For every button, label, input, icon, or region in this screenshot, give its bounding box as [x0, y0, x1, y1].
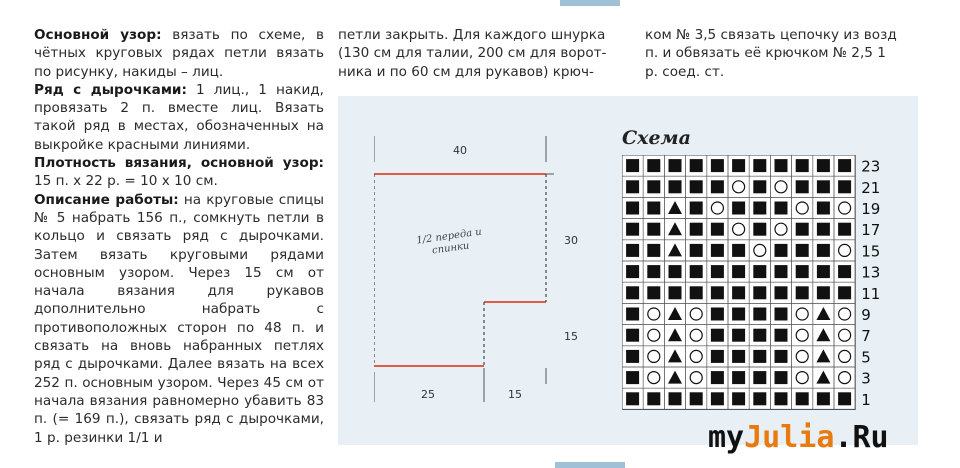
text-column-2 — [338, 26, 626, 81]
knit-stitch-symbol — [647, 180, 660, 193]
knit-stitch-symbol — [753, 350, 766, 363]
knit-stitch-symbol — [626, 180, 639, 193]
knit-stitch-symbol — [690, 244, 703, 257]
knit-stitch-symbol — [732, 308, 745, 321]
bottom-decor-strip — [555, 462, 625, 468]
yarn-over-symbol — [796, 202, 808, 214]
yarn-over-symbol — [839, 350, 851, 362]
knit-stitch-symbol — [669, 159, 682, 172]
knit-stitch-symbol — [711, 159, 724, 172]
top-decor-strip — [560, 0, 620, 6]
knit-stitch-symbol — [732, 350, 745, 363]
knit-stitch-symbol — [817, 223, 830, 236]
chart-row-number: 7 — [861, 327, 871, 346]
knit-stitch-symbol — [711, 286, 724, 299]
knit-stitch-symbol — [626, 286, 639, 299]
knit-stitch-symbol — [817, 265, 830, 278]
knit-stitch-symbol — [647, 202, 660, 215]
text-column-3 — [645, 26, 945, 81]
knit-stitch-symbol — [626, 223, 639, 236]
text-column-1 — [34, 26, 324, 447]
knit-stitch-symbol — [796, 223, 809, 236]
knit-stitch-symbol — [796, 244, 809, 257]
knit-stitch-symbol — [732, 244, 745, 257]
knit-stitch-symbol — [711, 223, 724, 236]
knit-stitch-symbol — [817, 159, 830, 172]
knit-stitch-symbol — [753, 202, 766, 215]
chart-row-number: 13 — [861, 263, 881, 282]
knit-stitch-symbol — [732, 329, 745, 342]
knit-stitch-symbol — [732, 265, 745, 278]
logo-text-ru: .Ru — [834, 420, 889, 455]
yarn-over-symbol — [648, 372, 660, 384]
knit-stitch-symbol — [775, 308, 788, 321]
chart-row-number: 3 — [861, 369, 871, 388]
dim-label-right-lower: 15 — [564, 330, 578, 343]
knit-stitch-symbol — [626, 371, 639, 384]
text-gauge: 15 п. х 22 р. = 10 х 10 см. — [34, 173, 218, 190]
paragraph-eyelet-row — [34, 81, 324, 154]
knit-stitch-symbol — [775, 286, 788, 299]
knit-stitch-symbol — [647, 392, 660, 405]
knitting-chart — [622, 155, 912, 410]
chart-row-number: 11 — [861, 284, 881, 303]
knit-stitch-symbol — [796, 159, 809, 172]
knit-stitch-symbol — [711, 329, 724, 342]
chart-row-number: 5 — [861, 348, 871, 367]
knit-stitch-symbol — [690, 286, 703, 299]
knit-stitch-symbol — [669, 392, 682, 405]
knit-stitch-symbol — [817, 244, 830, 257]
knit-stitch-symbol — [753, 371, 766, 384]
knit-stitch-symbol — [817, 202, 830, 215]
knit-stitch-symbol — [711, 265, 724, 278]
knit-stitch-symbol — [690, 159, 703, 172]
knit-stitch-symbol — [690, 202, 703, 215]
pattern-piece-label: 1/2 переда и спинки — [415, 226, 483, 257]
yarn-over-symbol — [733, 223, 745, 235]
knit-stitch-symbol — [838, 286, 851, 299]
yarn-over-symbol — [796, 308, 808, 320]
knit-stitch-symbol — [817, 392, 830, 405]
logo-text-julia: Julia — [744, 420, 835, 455]
knit-stitch-symbol — [775, 202, 788, 215]
knit-stitch-symbol — [690, 180, 703, 193]
knit-stitch-symbol — [711, 392, 724, 405]
text-line: р. соед. ст. — [645, 63, 725, 80]
knit-stitch-symbol — [753, 180, 766, 193]
heading-main-pattern: Основной узор: — [34, 27, 162, 43]
chart-row-number: 17 — [861, 221, 881, 240]
knit-stitch-symbol — [626, 244, 639, 257]
knit-stitch-symbol — [669, 265, 682, 278]
knit-stitch-symbol — [838, 392, 851, 405]
knit-stitch-symbol — [626, 159, 639, 172]
knit-stitch-symbol — [647, 244, 660, 257]
knit-stitch-symbol — [711, 371, 724, 384]
yarn-over-symbol — [839, 329, 851, 341]
dim-label-right-upper: 30 — [564, 234, 578, 247]
yarn-over-symbol — [754, 244, 766, 256]
yarn-over-symbol — [733, 181, 745, 193]
yarn-over-symbol — [839, 308, 851, 320]
dim-label-top: 40 — [453, 144, 467, 157]
knit-stitch-symbol — [775, 371, 788, 384]
knit-stitch-symbol — [838, 159, 851, 172]
knit-stitch-symbol — [775, 329, 788, 342]
text-line: ника и по 60 см для рукавов) крюч- — [338, 63, 594, 80]
knit-stitch-symbol — [690, 223, 703, 236]
knit-stitch-symbol — [796, 392, 809, 405]
chart-row-number: 15 — [861, 242, 881, 261]
text-line: петли закрыть. Для каждого шнурка — [338, 27, 606, 43]
logo-text-my: my — [708, 420, 745, 455]
sewing-pattern-diagram — [374, 130, 554, 440]
knit-stitch-symbol — [690, 265, 703, 278]
knit-stitch-symbol — [838, 223, 851, 236]
heading-work-description: Описание работы: — [34, 191, 179, 208]
yarn-over-symbol — [839, 244, 851, 256]
yarn-over-symbol — [690, 308, 702, 320]
yarn-over-symbol — [711, 202, 723, 214]
knit-stitch-symbol — [711, 180, 724, 193]
knit-stitch-symbol — [796, 180, 809, 193]
yarn-over-symbol — [690, 329, 702, 341]
knit-stitch-symbol — [647, 286, 660, 299]
text-main-pattern: вязать по схеме, в чётных круговых рядах петли вязать по рисунку, накиды – лиц. — [34, 27, 324, 80]
knit-stitch-symbol — [711, 244, 724, 257]
yarn-over-symbol — [648, 308, 660, 320]
knit-stitch-symbol — [753, 286, 766, 299]
knit-stitch-symbol — [626, 308, 639, 321]
chart-row-number: 9 — [861, 306, 871, 324]
knit-stitch-symbol — [626, 265, 639, 278]
knit-stitch-symbol — [669, 286, 682, 299]
text-line: ком № 3,5 связать цепочку из возд — [645, 27, 897, 43]
knit-stitch-symbol — [753, 265, 766, 278]
knit-stitch-symbol — [647, 159, 660, 172]
yarn-over-symbol — [796, 350, 808, 362]
knit-stitch-symbol — [626, 202, 639, 215]
knit-stitch-symbol — [669, 180, 682, 193]
knit-stitch-symbol — [817, 180, 830, 193]
dim-label-bottom-left: 25 — [421, 388, 435, 401]
knit-stitch-symbol — [711, 308, 724, 321]
dim-label-bottom-right: 15 — [508, 388, 522, 401]
paragraph-main-pattern — [34, 26, 324, 81]
knit-stitch-symbol — [626, 392, 639, 405]
knit-stitch-symbol — [775, 392, 788, 405]
knit-stitch-symbol — [753, 392, 766, 405]
knit-stitch-symbol — [732, 159, 745, 172]
knit-stitch-symbol — [732, 286, 745, 299]
knit-stitch-symbol — [690, 392, 703, 405]
knit-stitch-symbol — [626, 350, 639, 363]
knit-stitch-symbol — [711, 350, 724, 363]
text-work-description: на круговые спицы № 5 набрать 156 п., сомкнуть петли в кольцо и связать ряд с дырочками. Затем вязать круговыми рядами основным узором. Через 15 см от начала вязания для рукавов дополнительно набрать с противоположных сторон по 48 п. и связать на вновь набранных петлях ряд с дырочками. Далее вязать на всех 252 п. основным узором. Через 45 см от начала вязания равномерно убавить 83 п. (= 169 п.), связать ряд с дырочками, 1 р. резинки 1/1 и — [34, 191, 324, 446]
knit-stitch-symbol — [838, 265, 851, 278]
yarn-over-symbol — [839, 202, 851, 214]
yarn-over-symbol — [690, 372, 702, 384]
heading-eyelet-row: Ряд с дырочками: — [34, 81, 187, 98]
knit-stitch-symbol — [817, 286, 830, 299]
yarn-over-symbol — [690, 350, 702, 362]
knit-stitch-symbol — [838, 180, 851, 193]
yarn-over-symbol — [796, 372, 808, 384]
knit-stitch-symbol — [796, 265, 809, 278]
knit-stitch-symbol — [732, 202, 745, 215]
knit-stitch-symbol — [775, 244, 788, 257]
yarn-over-symbol — [796, 329, 808, 341]
knit-stitch-symbol — [753, 329, 766, 342]
chart-row-number: 1 — [861, 390, 871, 409]
knit-stitch-symbol — [647, 265, 660, 278]
yarn-over-symbol — [775, 181, 787, 193]
knit-stitch-symbol — [626, 329, 639, 342]
chart-row-number: 23 — [861, 157, 881, 176]
knit-stitch-symbol — [775, 265, 788, 278]
heading-gauge: Плотность вязания, основной узор: — [34, 155, 324, 172]
knit-stitch-symbol — [796, 286, 809, 299]
chart-row-number: 21 — [861, 178, 881, 197]
knit-stitch-symbol — [753, 308, 766, 321]
paragraph-gauge — [34, 154, 324, 191]
knit-stitch-symbol — [775, 350, 788, 363]
knit-stitch-symbol — [647, 223, 660, 236]
knit-stitch-symbol — [732, 392, 745, 405]
knit-stitch-symbol — [732, 371, 745, 384]
yarn-over-symbol — [648, 350, 660, 362]
text-line: (130 см для талии, 200 см для ворот- — [338, 45, 607, 62]
text-eyelet-row: 1 лиц., 1 накид, провязать 2 п. вместе лиц. Вязать такой ряд в местах, обозначенных на выкройке красными линиями. — [34, 81, 325, 153]
site-logo — [708, 420, 889, 455]
yarn-over-symbol — [648, 329, 660, 341]
yarn-over-symbol — [839, 372, 851, 384]
yarn-over-symbol — [775, 223, 787, 235]
knit-stitch-symbol — [753, 223, 766, 236]
chart-title: Схема — [622, 127, 691, 149]
chart-row-number: 19 — [861, 200, 881, 218]
text-line: п. и обвязать её крючком № 2,5 1 — [645, 45, 886, 62]
knit-stitch-symbol — [775, 159, 788, 172]
knit-stitch-symbol — [753, 159, 766, 172]
paragraph-work-description — [34, 191, 324, 447]
